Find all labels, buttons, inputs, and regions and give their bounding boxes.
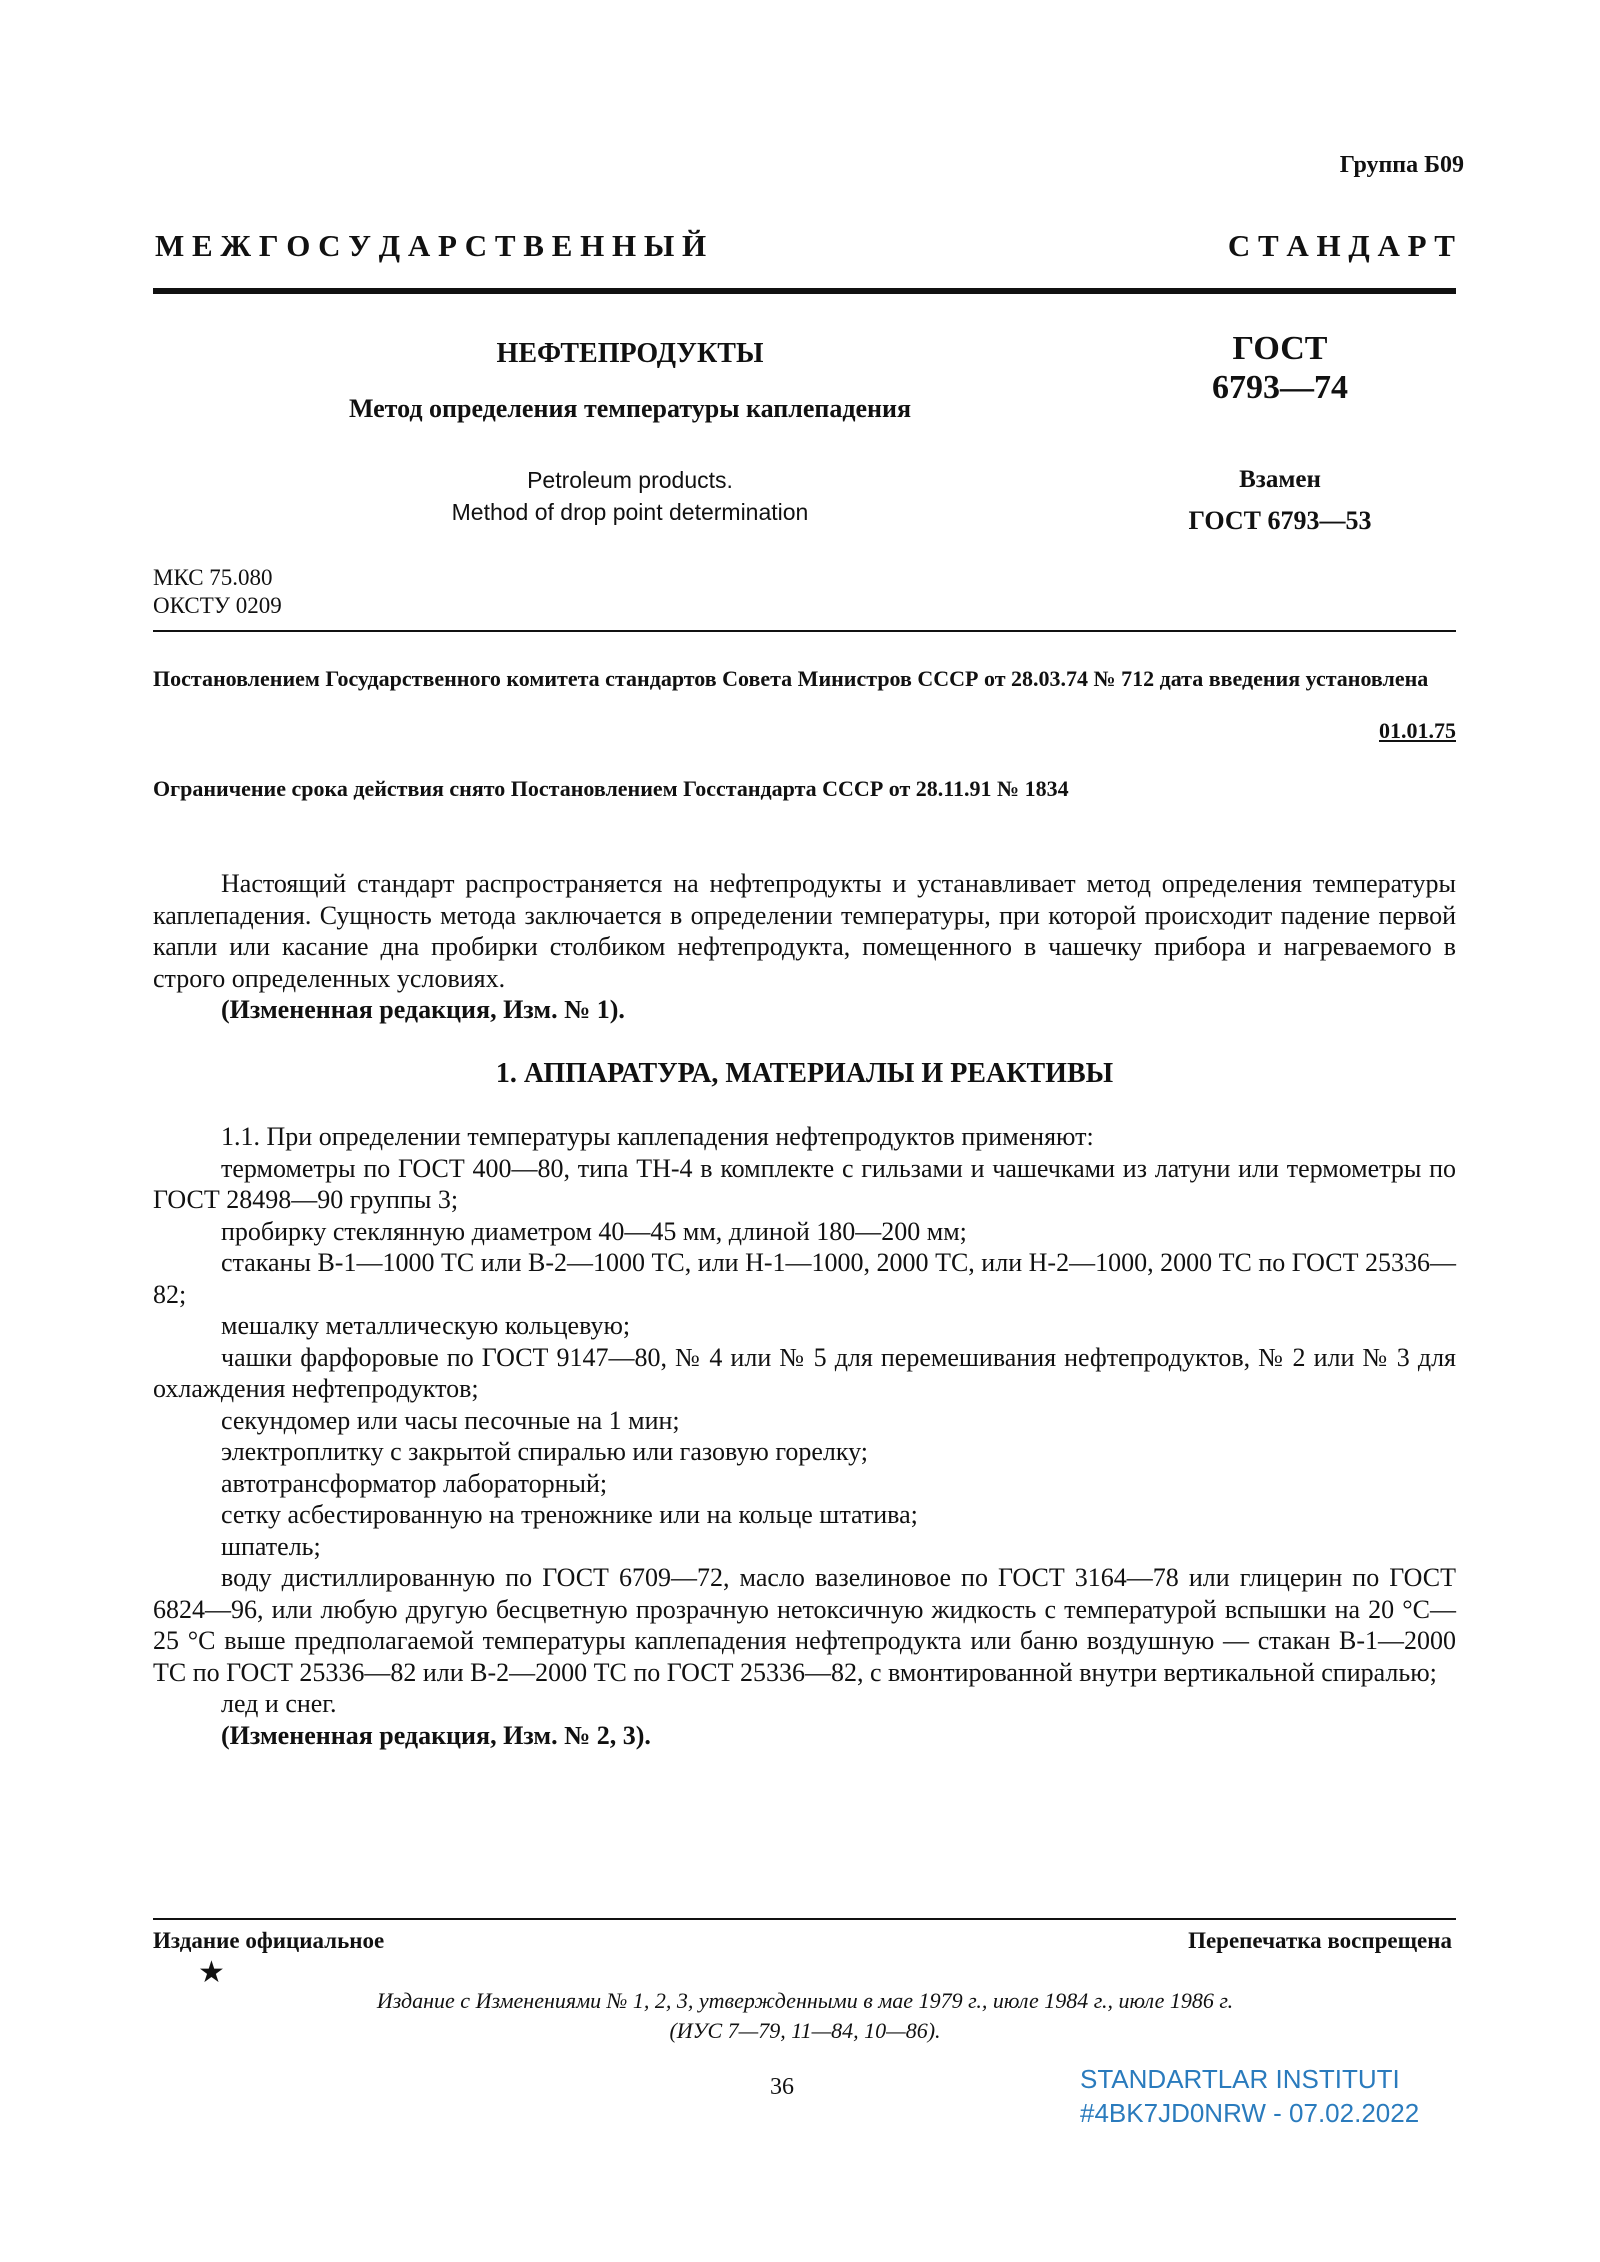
banner-left: М Е Ж Г О С У Д А Р С Т В Е Н Н Ы Й: [155, 228, 707, 263]
edition-note: [200, 1986, 1410, 2046]
top-divider: [153, 288, 1456, 294]
english-title: [300, 464, 960, 528]
section-amendment: (Измененная редакция, Изм. № 2, 3).: [221, 1720, 651, 1750]
list-item: воду дистиллированную по ГОСТ 6709—72, масло вазелиновое по ГОСТ 3164—78 или глицерин по ГОСТ 6824—96, или любую другую бесцветную прозрачную нетоксичную жидкость с температурой вспышки на 20 °С—25 °С выше предполагаемой температуры каплепадения нефтепродукта или баню воздушную — стакан В-1—2000 ТС по ГОСТ 25336—82 или В-2—2000 ТС по ГОСТ 25336—82, с вмонтированной внутри вертикальной спиралью;: [153, 1563, 1456, 1687]
document-subtitle: Метод определения температуры каплепадения: [348, 394, 912, 423]
list-item: шпатель;: [221, 1531, 321, 1561]
list-item: электроплитку с закрытой спиралью или газовую горелку;: [221, 1437, 868, 1466]
replace-label: Взамен: [1239, 466, 1321, 493]
gost-number: 6793—74: [1212, 369, 1348, 406]
reprint-prohibited-label: Перепечатка воспрещена: [1188, 1928, 1452, 1953]
edition-note-line2: (ИУС 7—79, 11—84, 10—86).: [669, 2018, 941, 2043]
list-item: секундомер или часы песочные на 1 мин;: [221, 1405, 680, 1435]
footer-divider: [153, 1918, 1456, 1920]
english-title-line1: Petroleum products.: [527, 467, 733, 493]
intro-paragraph: [153, 868, 1456, 1026]
official-edition-label: Издание официальное: [153, 1928, 385, 1953]
watermark: [1080, 2062, 1419, 2130]
list-item: сетку асбестированную на треножнике или на кольце штатива;: [221, 1500, 918, 1529]
list-item: мешалку металлическую кольцевую;: [221, 1311, 631, 1340]
star-icon: ★: [198, 1956, 225, 1989]
watermark-line2: #4BK7JD0NRW - 07.02.2022: [1080, 2098, 1420, 2128]
list-item: автотрансформатор лабораторный;: [221, 1468, 608, 1498]
section-heading: 1. АППАРАТУРА, МАТЕРИАЛЫ И РЕАКТИВЫ: [495, 1058, 1114, 1089]
banner-right: С Т А Н Д А Р Т: [1227, 228, 1455, 263]
limit-note: Ограничение срока действия снято Постановлением Госстандарта СССР от 28.11.91 № 1834: [153, 776, 1069, 801]
middle-divider: [153, 630, 1456, 632]
list-item: лед и снег.: [221, 1689, 337, 1718]
group-label: Группа Б09: [1339, 152, 1464, 178]
gost-label: ГОСТ: [1232, 330, 1328, 367]
page-number: 36: [770, 2074, 794, 2100]
intro-text: Настоящий стандарт распространяется на нефтепродукты и устанавливает метод определения температуры каплепадения. Сущность метода заключается в определении температуры, при которой происходит падение первой капли или касание дна пробирки столбиком нефтепродукта, помещенного в чашечку прибора и нагреваемого в строго определенных условиях.: [153, 869, 1456, 993]
replaced-standard: ГОСТ 6793—53: [1188, 506, 1372, 535]
list-item: пробирку стеклянную диаметром 40—45 мм, длиной 180—200 мм;: [221, 1216, 967, 1246]
mks-code: МКС 75.080: [153, 565, 273, 590]
classification-codes: [153, 564, 282, 620]
list-item: стаканы В-1—1000 ТС или В-2—1000 ТС, или Н-1—1000, 2000 ТС, или Н-2—1000, 2000 ТС по ГОСТ 25336—82;: [153, 1248, 1456, 1309]
document-title: НЕФТЕПРОДУКТЫ: [496, 338, 764, 369]
okstu-code: ОКСТУ 0209: [153, 593, 282, 618]
list-item: термометры по ГОСТ 400—80, типа ТН-4 в комплекте с гильзами и чашечками из латуни или термометры по ГОСТ 28498—90 группы 3;: [153, 1153, 1456, 1214]
title-block: [300, 338, 960, 528]
list-item: чашки фарфоровые по ГОСТ 9147—80, № 4 или № 5 для перемешивания нефтепродуктов, № 2 или № 3 для охлаждения нефтепродуктов;: [153, 1342, 1456, 1403]
section-body: [153, 1121, 1456, 1751]
list-item: 1.1. При определении температуры каплепадения нефтепродуктов применяют:: [221, 1122, 1094, 1151]
intro-amendment: (Измененная редакция, Изм. № 1).: [221, 995, 625, 1024]
decree-text: Постановлением Государственного комитета стандартов Совета Министров СССР от 28.03.74 № 712 дата введения установлена: [153, 666, 1429, 691]
watermark-line1: STANDARTLAR INSTITUTI: [1080, 2064, 1400, 2094]
gost-block: [1130, 330, 1430, 536]
edition-note-line1: Издание с Изменениями № 1, 2, 3, утвержденными в мае 1979 г., июле 1984 г., июле 1986 г.: [376, 1988, 1234, 2013]
introduction-date: 01.01.75: [1379, 718, 1456, 743]
english-title-line2: Method of drop point determination: [451, 499, 809, 525]
standard-banner: [155, 224, 1455, 268]
